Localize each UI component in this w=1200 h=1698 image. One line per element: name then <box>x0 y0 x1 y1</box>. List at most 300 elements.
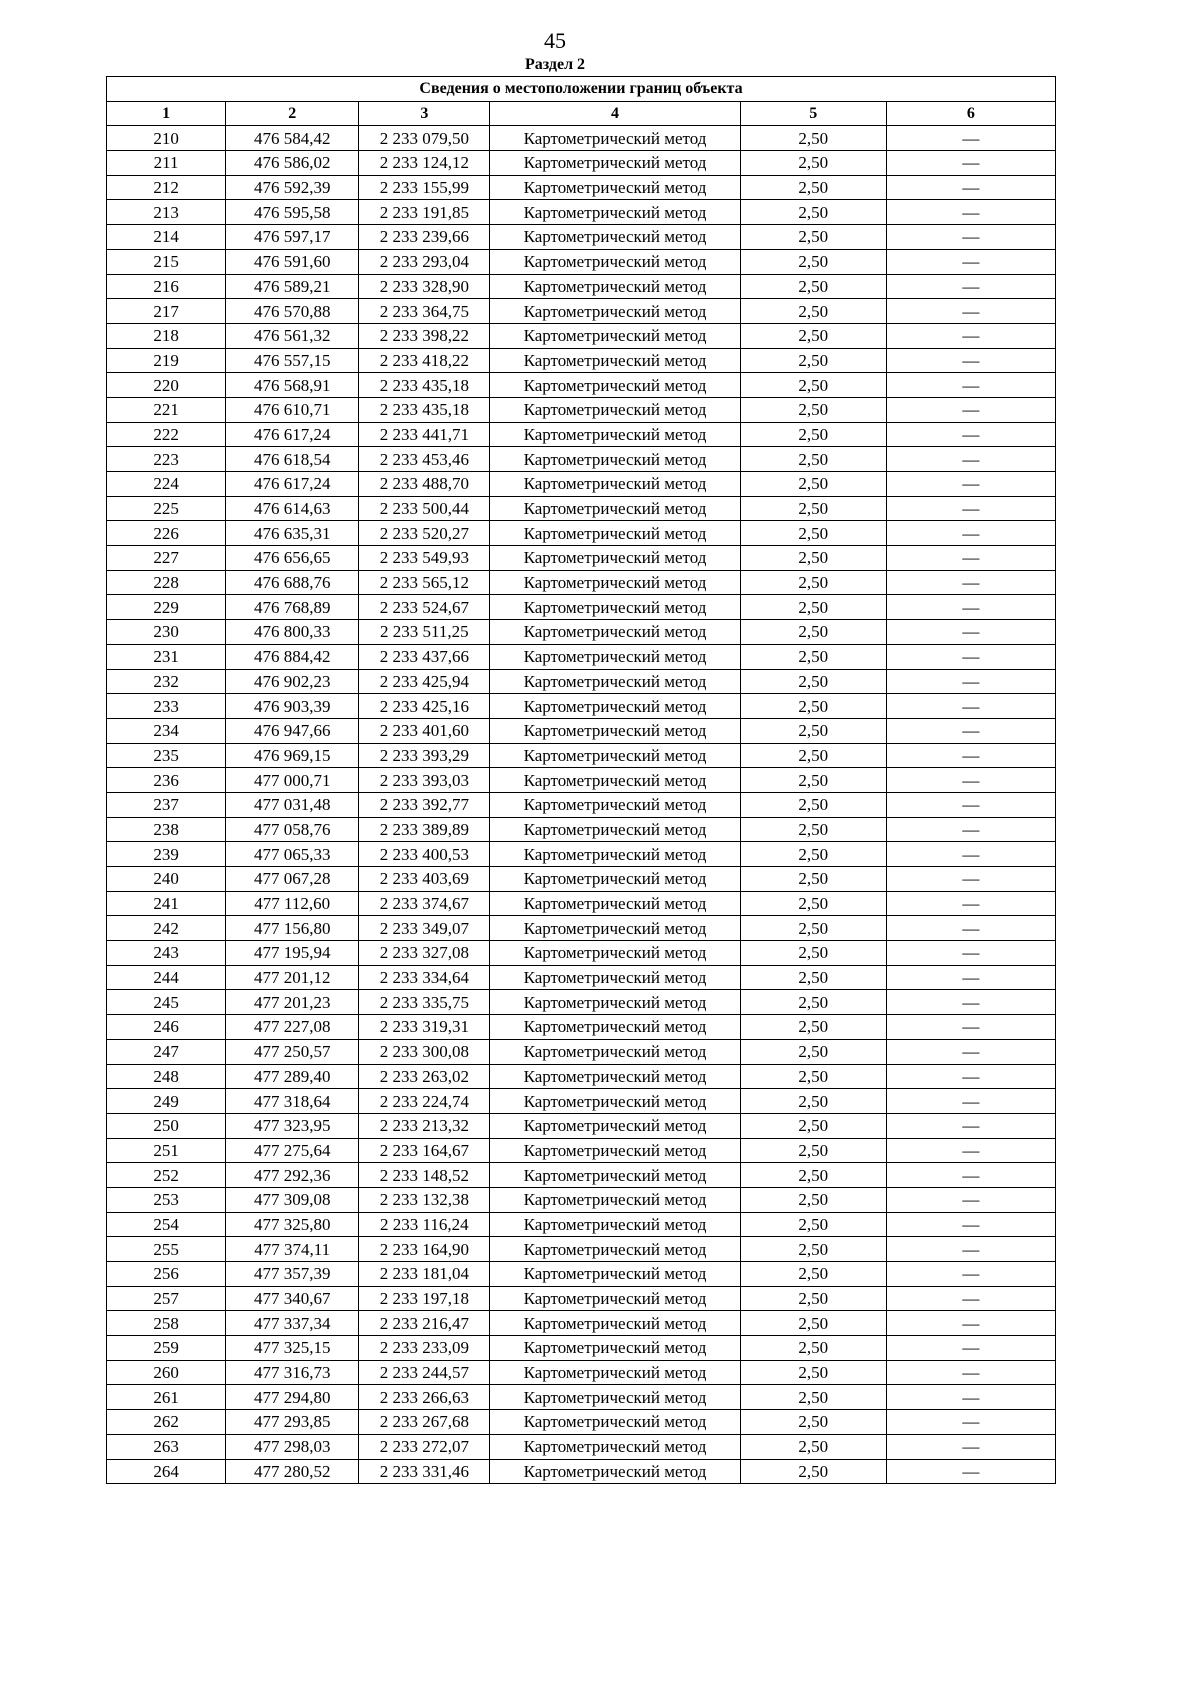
x-coordinate-cell: 476 969,15 <box>226 743 359 768</box>
accuracy-cell: 2,50 <box>740 1434 886 1459</box>
note-cell: — <box>886 1286 1055 1311</box>
note-cell: — <box>886 867 1055 892</box>
table-row <box>107 570 1056 595</box>
point-number-cell: 224 <box>107 472 226 497</box>
y-coordinate-cell: 2 233 425,16 <box>359 694 490 719</box>
method-cell: Картометрический метод <box>490 792 740 817</box>
y-coordinate-cell: 2 233 224,74 <box>359 1089 490 1114</box>
note-cell: — <box>886 1336 1055 1361</box>
method-cell: Картометрический метод <box>490 1163 740 1188</box>
table-row <box>107 1064 1056 1089</box>
x-coordinate-cell: 476 589,21 <box>226 274 359 299</box>
point-number-cell: 230 <box>107 620 226 645</box>
y-coordinate-cell: 2 233 349,07 <box>359 916 490 941</box>
table-row <box>107 1286 1056 1311</box>
table-row <box>107 1015 1056 1040</box>
method-cell: Картометрический метод <box>490 644 740 669</box>
y-coordinate-cell: 2 233 263,02 <box>359 1064 490 1089</box>
x-coordinate-cell: 476 635,31 <box>226 521 359 546</box>
page-number: 45 <box>544 28 566 53</box>
method-cell: Картометрический метод <box>490 1089 740 1114</box>
note-cell: — <box>886 1187 1055 1212</box>
method-cell: Картометрический метод <box>490 1459 740 1484</box>
x-coordinate-cell: 476 768,89 <box>226 595 359 620</box>
accuracy-cell: 2,50 <box>740 768 886 793</box>
y-coordinate-cell: 2 233 511,25 <box>359 620 490 645</box>
point-number-cell: 215 <box>107 249 226 274</box>
y-coordinate-cell: 2 233 148,52 <box>359 1163 490 1188</box>
table-row <box>107 200 1056 225</box>
note-cell: — <box>886 792 1055 817</box>
table-row <box>107 472 1056 497</box>
table-row <box>107 792 1056 817</box>
accuracy-cell: 2,50 <box>740 842 886 867</box>
point-number-cell: 247 <box>107 1039 226 1064</box>
point-number-cell: 243 <box>107 941 226 966</box>
point-number-cell: 254 <box>107 1212 226 1237</box>
point-number-cell: 218 <box>107 323 226 348</box>
point-number-cell: 233 <box>107 694 226 719</box>
table-body <box>107 126 1056 1484</box>
note-cell: — <box>886 200 1055 225</box>
method-cell: Картометрический метод <box>490 669 740 694</box>
method-cell: Картометрический метод <box>490 1360 740 1385</box>
point-number-cell: 261 <box>107 1385 226 1410</box>
accuracy-cell: 2,50 <box>740 225 886 250</box>
y-coordinate-cell: 2 233 488,70 <box>359 472 490 497</box>
x-coordinate-cell: 477 340,67 <box>226 1286 359 1311</box>
accuracy-cell: 2,50 <box>740 1286 886 1311</box>
note-cell: — <box>886 249 1055 274</box>
method-cell: Картометрический метод <box>490 570 740 595</box>
table-row <box>107 1262 1056 1287</box>
accuracy-cell: 2,50 <box>740 546 886 571</box>
x-coordinate-cell: 476 614,63 <box>226 496 359 521</box>
accuracy-cell: 2,50 <box>740 1039 886 1064</box>
accuracy-cell: 2,50 <box>740 1064 886 1089</box>
accuracy-cell: 2,50 <box>740 1262 886 1287</box>
method-cell: Картометрический метод <box>490 768 740 793</box>
method-cell: Картометрический метод <box>490 422 740 447</box>
table-row <box>107 620 1056 645</box>
accuracy-cell: 2,50 <box>740 1138 886 1163</box>
method-cell: Картометрический метод <box>490 965 740 990</box>
point-number-cell: 250 <box>107 1113 226 1138</box>
table-row <box>107 941 1056 966</box>
accuracy-cell: 2,50 <box>740 620 886 645</box>
table-row <box>107 1212 1056 1237</box>
point-number-cell: 249 <box>107 1089 226 1114</box>
accuracy-cell: 2,50 <box>740 151 886 176</box>
table-row <box>107 1089 1056 1114</box>
x-coordinate-cell: 476 884,42 <box>226 644 359 669</box>
note-cell: — <box>886 817 1055 842</box>
boundary-table <box>106 76 1056 1484</box>
x-coordinate-cell: 477 316,73 <box>226 1360 359 1385</box>
method-cell: Картометрический метод <box>490 1336 740 1361</box>
x-coordinate-cell: 476 557,15 <box>226 348 359 373</box>
table-row <box>107 694 1056 719</box>
note-cell: — <box>886 990 1055 1015</box>
column-header: 5 <box>740 101 886 126</box>
note-cell: — <box>886 472 1055 497</box>
x-coordinate-cell: 477 298,03 <box>226 1434 359 1459</box>
accuracy-cell: 2,50 <box>740 1089 886 1114</box>
method-cell: Картометрический метод <box>490 323 740 348</box>
note-cell: — <box>886 891 1055 916</box>
table-row <box>107 1311 1056 1336</box>
y-coordinate-cell: 2 233 181,04 <box>359 1262 490 1287</box>
point-number-cell: 220 <box>107 373 226 398</box>
point-number-cell: 223 <box>107 447 226 472</box>
method-cell: Картометрический метод <box>490 1039 740 1064</box>
x-coordinate-cell: 476 903,39 <box>226 694 359 719</box>
note-cell: — <box>886 1410 1055 1435</box>
x-coordinate-cell: 477 195,94 <box>226 941 359 966</box>
method-cell: Картометрический метод <box>490 595 740 620</box>
method-cell: Картометрический метод <box>490 151 740 176</box>
x-coordinate-cell: 477 201,12 <box>226 965 359 990</box>
y-coordinate-cell: 2 233 233,09 <box>359 1336 490 1361</box>
x-coordinate-cell: 476 592,39 <box>226 175 359 200</box>
point-number-cell: 241 <box>107 891 226 916</box>
note-cell: — <box>886 546 1055 571</box>
accuracy-cell: 2,50 <box>740 1385 886 1410</box>
note-cell: — <box>886 1113 1055 1138</box>
x-coordinate-cell: 476 688,76 <box>226 570 359 595</box>
point-number-cell: 257 <box>107 1286 226 1311</box>
note-cell: — <box>886 1089 1055 1114</box>
column-header: 2 <box>226 101 359 126</box>
point-number-cell: 210 <box>107 126 226 151</box>
column-header-row <box>107 101 1056 126</box>
note-cell: — <box>886 299 1055 324</box>
x-coordinate-cell: 476 568,91 <box>226 373 359 398</box>
method-cell: Картометрический метод <box>490 990 740 1015</box>
table-row <box>107 521 1056 546</box>
note-cell: — <box>886 1459 1055 1484</box>
table-row <box>107 1138 1056 1163</box>
point-number-cell: 228 <box>107 570 226 595</box>
note-cell: — <box>886 1385 1055 1410</box>
y-coordinate-cell: 2 233 239,66 <box>359 225 490 250</box>
method-cell: Картометрический метод <box>490 496 740 521</box>
y-coordinate-cell: 2 233 164,67 <box>359 1138 490 1163</box>
table-row <box>107 1360 1056 1385</box>
y-coordinate-cell: 2 233 334,64 <box>359 965 490 990</box>
accuracy-cell: 2,50 <box>740 1360 886 1385</box>
accuracy-cell: 2,50 <box>740 373 886 398</box>
accuracy-cell: 2,50 <box>740 718 886 743</box>
table-row <box>107 965 1056 990</box>
point-number-cell: 258 <box>107 1311 226 1336</box>
note-cell: — <box>886 669 1055 694</box>
method-cell: Картометрический метод <box>490 447 740 472</box>
method-cell: Картометрический метод <box>490 373 740 398</box>
table-row <box>107 1237 1056 1262</box>
point-number-cell: 237 <box>107 792 226 817</box>
method-cell: Картометрический метод <box>490 546 740 571</box>
method-cell: Картометрический метод <box>490 1410 740 1435</box>
column-header: 3 <box>359 101 490 126</box>
y-coordinate-cell: 2 233 441,71 <box>359 422 490 447</box>
point-number-cell: 263 <box>107 1434 226 1459</box>
method-cell: Картометрический метод <box>490 1138 740 1163</box>
x-coordinate-cell: 477 293,85 <box>226 1410 359 1435</box>
table-row <box>107 669 1056 694</box>
table-row <box>107 373 1056 398</box>
note-cell: — <box>886 1015 1055 1040</box>
accuracy-cell: 2,50 <box>740 1113 886 1138</box>
point-number-cell: 256 <box>107 1262 226 1287</box>
x-coordinate-cell: 476 561,32 <box>226 323 359 348</box>
note-cell: — <box>886 323 1055 348</box>
x-coordinate-cell: 477 250,57 <box>226 1039 359 1064</box>
y-coordinate-cell: 2 233 116,24 <box>359 1212 490 1237</box>
method-cell: Картометрический метод <box>490 348 740 373</box>
accuracy-cell: 2,50 <box>740 200 886 225</box>
x-coordinate-cell: 477 275,64 <box>226 1138 359 1163</box>
table-row <box>107 546 1056 571</box>
accuracy-cell: 2,50 <box>740 1187 886 1212</box>
point-number-cell: 244 <box>107 965 226 990</box>
accuracy-cell: 2,50 <box>740 447 886 472</box>
accuracy-cell: 2,50 <box>740 570 886 595</box>
table-title: Сведения о местоположении границ объекта <box>107 77 1056 102</box>
method-cell: Картометрический метод <box>490 200 740 225</box>
point-number-cell: 211 <box>107 151 226 176</box>
table-row <box>107 1163 1056 1188</box>
y-coordinate-cell: 2 233 389,89 <box>359 817 490 842</box>
y-coordinate-cell: 2 233 327,08 <box>359 941 490 966</box>
note-cell: — <box>886 644 1055 669</box>
x-coordinate-cell: 477 112,60 <box>226 891 359 916</box>
method-cell: Картометрический метод <box>490 1237 740 1262</box>
point-number-cell: 251 <box>107 1138 226 1163</box>
y-coordinate-cell: 2 233 549,93 <box>359 546 490 571</box>
method-cell: Картометрический метод <box>490 1064 740 1089</box>
y-coordinate-cell: 2 233 500,44 <box>359 496 490 521</box>
accuracy-cell: 2,50 <box>740 595 886 620</box>
y-coordinate-cell: 2 233 520,27 <box>359 521 490 546</box>
y-coordinate-cell: 2 233 300,08 <box>359 1039 490 1064</box>
point-number-cell: 234 <box>107 718 226 743</box>
method-cell: Картометрический метод <box>490 225 740 250</box>
y-coordinate-cell: 2 233 216,47 <box>359 1311 490 1336</box>
note-cell: — <box>886 718 1055 743</box>
table-row <box>107 1459 1056 1484</box>
point-number-cell: 227 <box>107 546 226 571</box>
y-coordinate-cell: 2 233 435,18 <box>359 397 490 422</box>
table-row <box>107 718 1056 743</box>
y-coordinate-cell: 2 233 364,75 <box>359 299 490 324</box>
table-row <box>107 1434 1056 1459</box>
x-coordinate-cell: 477 318,64 <box>226 1089 359 1114</box>
method-cell: Картометрический метод <box>490 1113 740 1138</box>
point-number-cell: 239 <box>107 842 226 867</box>
point-number-cell: 216 <box>107 274 226 299</box>
table-row <box>107 249 1056 274</box>
point-number-cell: 213 <box>107 200 226 225</box>
x-coordinate-cell: 476 617,24 <box>226 472 359 497</box>
note-cell: — <box>886 151 1055 176</box>
method-cell: Картометрический метод <box>490 916 740 941</box>
column-header: 6 <box>886 101 1055 126</box>
note-cell: — <box>886 496 1055 521</box>
x-coordinate-cell: 477 031,48 <box>226 792 359 817</box>
method-cell: Картометрический метод <box>490 472 740 497</box>
table-row <box>107 274 1056 299</box>
method-cell: Картометрический метод <box>490 743 740 768</box>
x-coordinate-cell: 476 591,60 <box>226 249 359 274</box>
table-row <box>107 990 1056 1015</box>
table-row <box>107 126 1056 151</box>
table-row <box>107 916 1056 941</box>
note-cell: — <box>886 175 1055 200</box>
x-coordinate-cell: 477 337,34 <box>226 1311 359 1336</box>
y-coordinate-cell: 2 233 335,75 <box>359 990 490 1015</box>
note-cell: — <box>886 916 1055 941</box>
accuracy-cell: 2,50 <box>740 1410 886 1435</box>
note-cell: — <box>886 620 1055 645</box>
note-cell: — <box>886 768 1055 793</box>
y-coordinate-cell: 2 233 400,53 <box>359 842 490 867</box>
point-number-cell: 252 <box>107 1163 226 1188</box>
accuracy-cell: 2,50 <box>740 397 886 422</box>
note-cell: — <box>886 1138 1055 1163</box>
point-number-cell: 259 <box>107 1336 226 1361</box>
note-cell: — <box>886 1262 1055 1287</box>
accuracy-cell: 2,50 <box>740 472 886 497</box>
point-number-cell: 217 <box>107 299 226 324</box>
note-cell: — <box>886 965 1055 990</box>
x-coordinate-cell: 476 902,23 <box>226 669 359 694</box>
x-coordinate-cell: 477 374,11 <box>226 1237 359 1262</box>
point-number-cell: 219 <box>107 348 226 373</box>
y-coordinate-cell: 2 233 079,50 <box>359 126 490 151</box>
accuracy-cell: 2,50 <box>740 965 886 990</box>
note-cell: — <box>886 373 1055 398</box>
point-number-cell: 260 <box>107 1360 226 1385</box>
x-coordinate-cell: 477 357,39 <box>226 1262 359 1287</box>
point-number-cell: 240 <box>107 867 226 892</box>
y-coordinate-cell: 2 233 425,94 <box>359 669 490 694</box>
y-coordinate-cell: 2 233 453,46 <box>359 447 490 472</box>
point-number-cell: 253 <box>107 1187 226 1212</box>
accuracy-cell: 2,50 <box>740 1163 886 1188</box>
method-cell: Картометрический метод <box>490 620 740 645</box>
y-coordinate-cell: 2 233 328,90 <box>359 274 490 299</box>
y-coordinate-cell: 2 233 398,22 <box>359 323 490 348</box>
method-cell: Картометрический метод <box>490 1015 740 1040</box>
method-cell: Картометрический метод <box>490 867 740 892</box>
note-cell: — <box>886 941 1055 966</box>
note-cell: — <box>886 842 1055 867</box>
table-row <box>107 447 1056 472</box>
note-cell: — <box>886 570 1055 595</box>
x-coordinate-cell: 476 618,54 <box>226 447 359 472</box>
table-row <box>107 1385 1056 1410</box>
y-coordinate-cell: 2 233 293,04 <box>359 249 490 274</box>
accuracy-cell: 2,50 <box>740 175 886 200</box>
note-cell: — <box>886 1163 1055 1188</box>
y-coordinate-cell: 2 233 418,22 <box>359 348 490 373</box>
y-coordinate-cell: 2 233 155,99 <box>359 175 490 200</box>
y-coordinate-cell: 2 233 124,12 <box>359 151 490 176</box>
accuracy-cell: 2,50 <box>740 274 886 299</box>
method-cell: Картометрический метод <box>490 126 740 151</box>
point-number-cell: 232 <box>107 669 226 694</box>
column-header: 4 <box>490 101 740 126</box>
note-cell: — <box>886 694 1055 719</box>
y-coordinate-cell: 2 233 197,18 <box>359 1286 490 1311</box>
method-cell: Картометрический метод <box>490 718 740 743</box>
x-coordinate-cell: 476 800,33 <box>226 620 359 645</box>
accuracy-cell: 2,50 <box>740 1311 886 1336</box>
point-number-cell: 236 <box>107 768 226 793</box>
accuracy-cell: 2,50 <box>740 126 886 151</box>
y-coordinate-cell: 2 233 267,68 <box>359 1410 490 1435</box>
table-row <box>107 1113 1056 1138</box>
accuracy-cell: 2,50 <box>740 1459 886 1484</box>
x-coordinate-cell: 477 065,33 <box>226 842 359 867</box>
y-coordinate-cell: 2 233 392,77 <box>359 792 490 817</box>
point-number-cell: 262 <box>107 1410 226 1435</box>
point-number-cell: 222 <box>107 422 226 447</box>
x-coordinate-cell: 477 201,23 <box>226 990 359 1015</box>
table-row <box>107 595 1056 620</box>
method-cell: Картометрический метод <box>490 1286 740 1311</box>
y-coordinate-cell: 2 233 565,12 <box>359 570 490 595</box>
point-number-cell: 231 <box>107 644 226 669</box>
y-coordinate-cell: 2 233 272,07 <box>359 1434 490 1459</box>
note-cell: — <box>886 1237 1055 1262</box>
table-row <box>107 348 1056 373</box>
x-coordinate-cell: 476 584,42 <box>226 126 359 151</box>
table-row <box>107 225 1056 250</box>
x-coordinate-cell: 476 656,65 <box>226 546 359 571</box>
y-coordinate-cell: 2 233 191,85 <box>359 200 490 225</box>
table-row <box>107 299 1056 324</box>
table-row <box>107 323 1056 348</box>
accuracy-cell: 2,50 <box>740 941 886 966</box>
note-cell: — <box>886 422 1055 447</box>
note-cell: — <box>886 1311 1055 1336</box>
accuracy-cell: 2,50 <box>740 1015 886 1040</box>
note-cell: — <box>886 521 1055 546</box>
point-number-cell: 235 <box>107 743 226 768</box>
table-row <box>107 422 1056 447</box>
point-number-cell: 214 <box>107 225 226 250</box>
method-cell: Картометрический метод <box>490 941 740 966</box>
method-cell: Картометрический метод <box>490 274 740 299</box>
y-coordinate-cell: 2 233 164,90 <box>359 1237 490 1262</box>
y-coordinate-cell: 2 233 331,46 <box>359 1459 490 1484</box>
y-coordinate-cell: 2 233 401,60 <box>359 718 490 743</box>
table-row <box>107 151 1056 176</box>
x-coordinate-cell: 476 617,24 <box>226 422 359 447</box>
y-coordinate-cell: 2 233 266,63 <box>359 1385 490 1410</box>
x-coordinate-cell: 476 595,58 <box>226 200 359 225</box>
note-cell: — <box>886 1360 1055 1385</box>
method-cell: Картометрический метод <box>490 891 740 916</box>
y-coordinate-cell: 2 233 393,29 <box>359 743 490 768</box>
accuracy-cell: 2,50 <box>740 348 886 373</box>
accuracy-cell: 2,50 <box>740 521 886 546</box>
table-row <box>107 1039 1056 1064</box>
method-cell: Картометрический метод <box>490 842 740 867</box>
x-coordinate-cell: 477 058,76 <box>226 817 359 842</box>
